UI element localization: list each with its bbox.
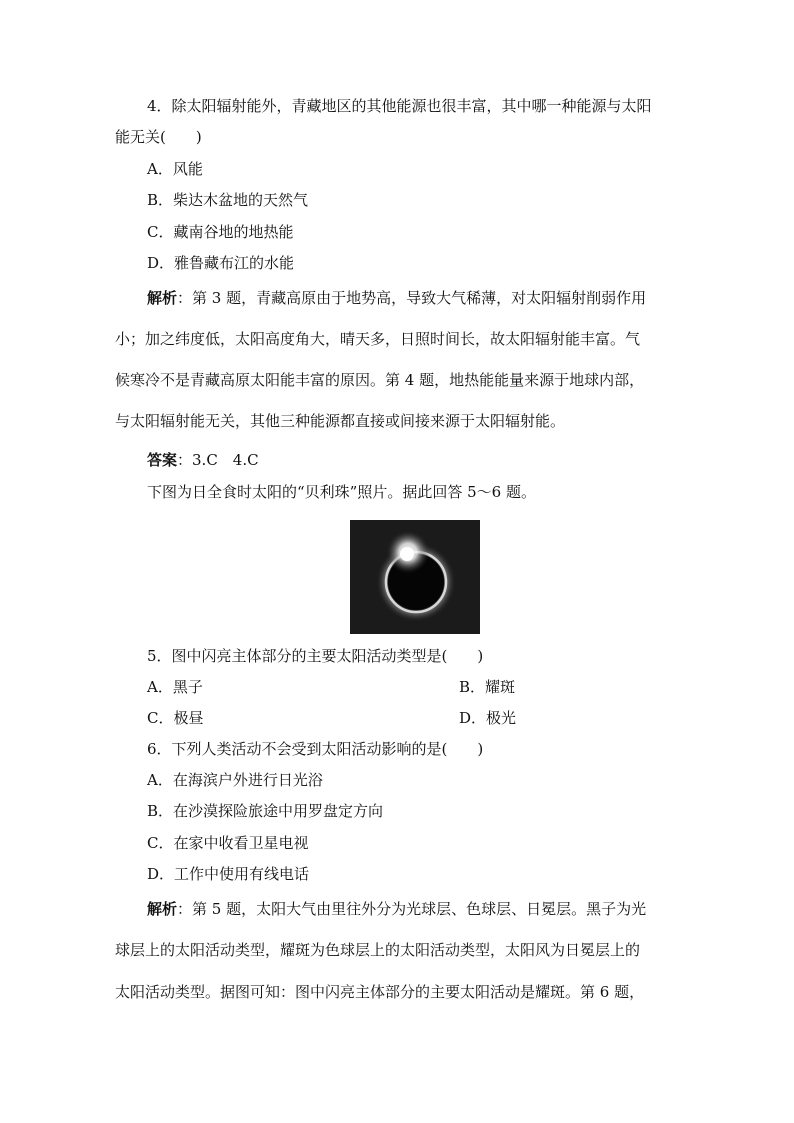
q5-option-b: B．耀斑 — [459, 678, 516, 696]
analysis1-line1 — [147, 288, 646, 308]
q5-option-d: D．极光 — [459, 709, 517, 727]
analysis1-label: 解析 — [147, 289, 178, 307]
q5-option-c: C．极昼 — [147, 709, 204, 727]
q4-stem-line2: 能无关( ) — [115, 128, 202, 146]
q6-option-a: A．在海滨户外进行日光浴 — [147, 771, 323, 789]
analysis2-label: 解析 — [147, 900, 178, 918]
q6-option-d: D．工作中使用有线电话 — [147, 865, 310, 883]
q4-option-b: B．柴达木盆地的天然气 — [147, 191, 309, 209]
analysis2-line3: 太阳活动类型。据图可知：图中闪亮主体部分的主要太阳活动是耀斑。第 6 题， — [115, 983, 645, 1001]
baily-beads-photo — [350, 520, 480, 634]
eclipse-image — [350, 520, 480, 634]
answer1-label: 答案 — [147, 451, 178, 469]
q6-stem: 6．下列人类活动不会受到太阳活动影响的是( ) — [147, 740, 484, 758]
analysis1-line2: 小；加之纬度低，太阳高度角大，晴天多，日照时间长，故太阳辐射能丰富。气 — [115, 330, 641, 348]
q5-stem: 5．图中闪亮主体部分的主要太阳活动类型是( ) — [147, 647, 484, 665]
analysis2-text1: ：第 5 题，太阳大气由里往外分为光球层、色球层、日冕层。黑子为光 — [177, 900, 647, 918]
answer1-line — [147, 450, 259, 470]
analysis1-line3: 候寒冷不是青藏高原太阳能丰富的原因。第 4 题，地热能能量来源于地球内部， — [115, 371, 645, 389]
analysis1-line4: 与太阳辐射能无关，其他三种能源都直接或间接来源于太阳辐射能。 — [115, 412, 566, 430]
q5-option-a: A．黑子 — [147, 678, 203, 696]
q4-option-a: A．风能 — [147, 160, 203, 178]
q4-option-c: C．藏南谷地的地热能 — [147, 223, 294, 241]
q6-option-c: C．在家中收看卫星电视 — [147, 834, 309, 852]
answer1-text: ：3.C 4.C — [177, 451, 259, 469]
q4-option-d: D．雅鲁藏布江的水能 — [147, 254, 295, 272]
q6-option-b: B．在沙漠探险旅途中用罗盘定方向 — [147, 802, 384, 820]
analysis1-text1: ：第 3 题，青藏高原由于地势高，导致大气稀薄，对太阳辐射削弱作用 — [177, 289, 647, 307]
intro-line: 下图为日全食时太阳的“贝利珠”照片。据此回答 5～6 题。 — [147, 483, 536, 501]
analysis2-line1 — [147, 899, 646, 919]
analysis2-line2: 球层上的太阳活动类型，耀斑为色球层上的太阳活动类型，太阳风为日冕层上的 — [115, 941, 641, 959]
q4-stem-line1: 4．除太阳辐射能外，青藏地区的其他能源也很丰富，其中哪一种能源与太阳 — [147, 97, 652, 115]
